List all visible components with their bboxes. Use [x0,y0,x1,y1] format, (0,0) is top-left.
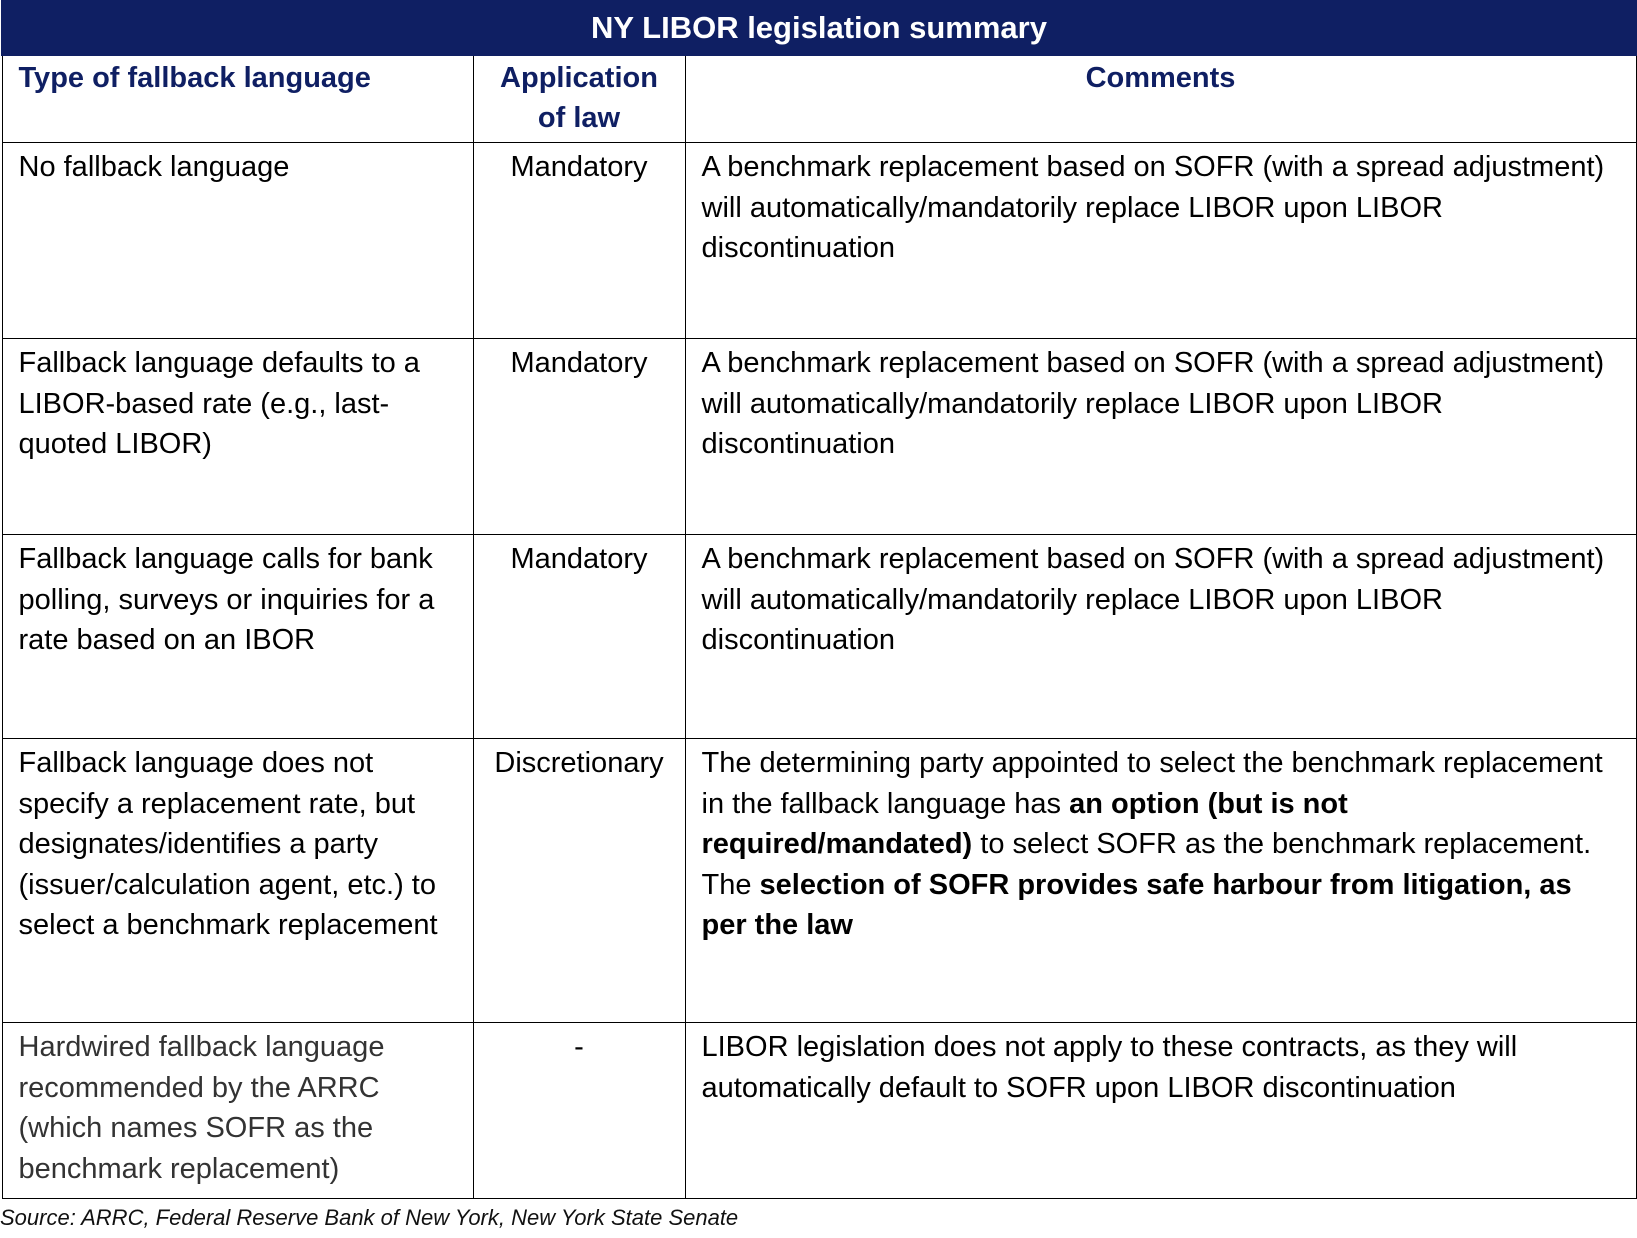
type-cell: No fallback language [2,143,473,339]
comment-cell: LIBOR legislation does not apply to these contracts, as they will automatically default to SOFR upon LIBOR discontinuation [685,1023,1636,1199]
header-type: Type of fallback language [2,55,473,143]
comment-text: The determining party appointed to select the benchmark replacement in the fallback language has [701,747,1603,820]
comment-cell: A benchmark replacement based on SOFR (with a spread adjustment) will automatically/mandatorily replace LIBOR upon LIBOR discontinuation [685,339,1636,535]
comment-cell: A benchmark replacement based on SOFR (with a spread adjustment) will automatically/mandatorily replace LIBOR upon LIBOR discontinuation [685,143,1636,339]
source-note: Source: ARRC, Federal Reserve Bank of New York, New York State Senate [0,1205,739,1230]
table-row [2,535,1636,739]
comment-emphasis: selection of SOFR provides safe harbour from litigation, as per the law [701,868,1572,941]
comment-emphasis: an option (but is not required/mandated) [701,787,1348,860]
type-cell: Fallback language does not specify a replacement rate, but designates/identifies a party (issuer/calculation agent, etc.) to select a benchmark replacement [2,739,473,1023]
legislation-summary [1,0,1635,1199]
table-row [2,1023,1636,1199]
table-row [2,339,1636,535]
type-cell: Fallback language defaults to a LIBOR-based rate (e.g., last-quoted LIBOR) [2,339,473,535]
application-cell: Mandatory [473,535,685,739]
application-cell: Mandatory [473,143,685,339]
comment-cell [685,739,1636,1023]
type-cell: Fallback language calls for bank polling, surveys or inquiries for a rate based on an IBOR [2,535,473,739]
application-cell: Mandatory [473,339,685,535]
comment-text: to select SOFR as the benchmark replacement. The [701,828,1592,901]
application-cell: Discretionary [473,739,685,1023]
header-row [2,55,1636,143]
table-row [2,739,1636,1023]
header-comments: Comments [685,55,1636,143]
title-row [2,1,1636,55]
table-title: NY LIBOR legislation summary [2,1,1636,55]
table-row [2,143,1636,339]
summary-table [1,0,1637,1199]
type-cell: Hardwired fallback language recommended by the ARRC (which names SOFR as the benchmark replacement) [2,1023,473,1199]
header-application: Application of law [473,55,685,143]
comment-cell: A benchmark replacement based on SOFR (with a spread adjustment) will automatically/mandatorily replace LIBOR upon LIBOR discontinuation [685,535,1636,739]
application-cell: - [473,1023,685,1199]
